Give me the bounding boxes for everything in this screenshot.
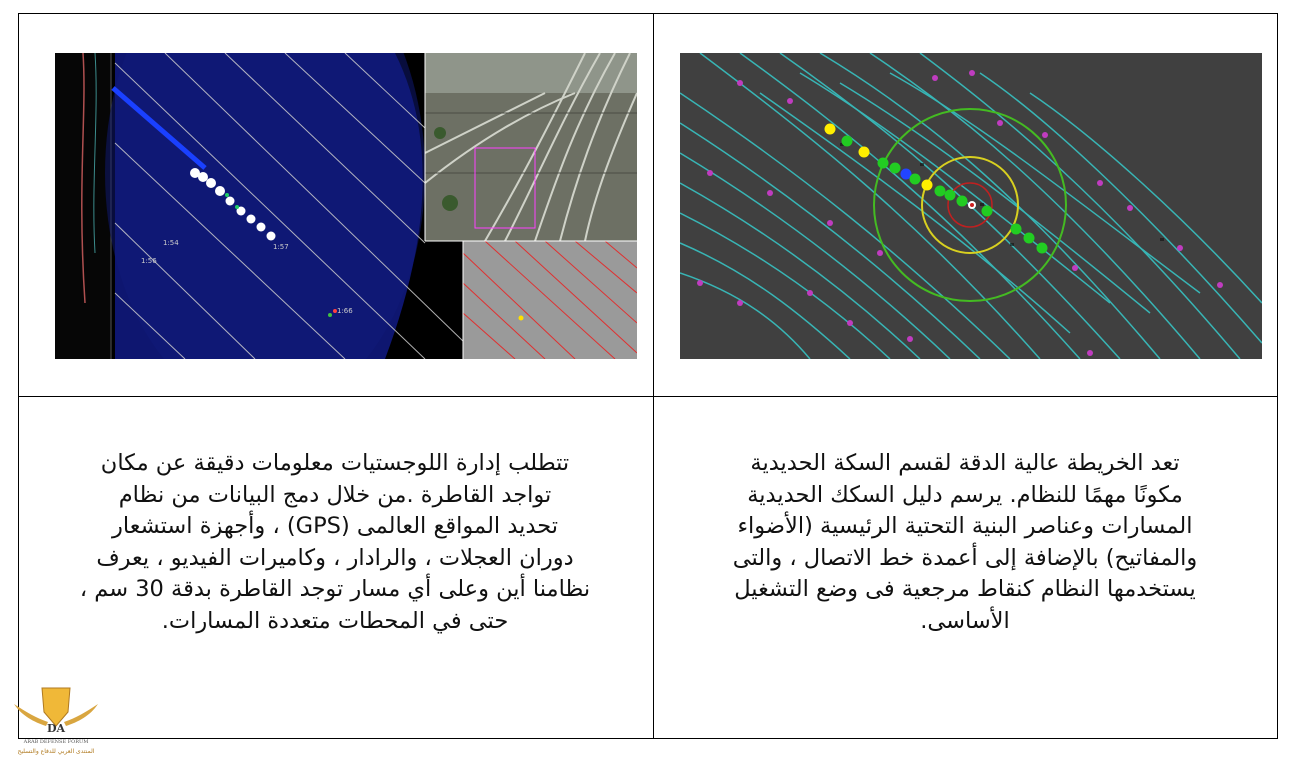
text-line: دوران العجلات ، والرادار ، وكاميرات الفيديو ، يعرف xyxy=(96,544,574,571)
radar-label: 1:56 xyxy=(141,257,157,265)
forum-watermark xyxy=(6,682,106,758)
text-line: نظامنا أين وعلى أي مسار توجد القاطرة بدقة 30 سم ، xyxy=(79,576,591,603)
text-line: المسارات وعناصر البنية التحتية الرئيسية (الأضواء xyxy=(737,513,1193,540)
logo-letters: DA xyxy=(46,722,66,735)
text-line: تواجد القاطرة .من خلال دمج البيانات من نظام xyxy=(118,481,552,508)
logistics-paragraph xyxy=(30,448,640,638)
sensor-fusion-image xyxy=(55,53,637,359)
radar-label: 1:66 xyxy=(337,307,353,315)
row-divider xyxy=(19,396,1277,397)
text-line: مكونًا مهمًا للنظام. يرسم دليل السكك الحديدية xyxy=(747,481,1183,508)
map-paragraph xyxy=(660,448,1270,638)
text-line: تحديد المواقع العالمى (GPS) ، وأجهزة استشعار xyxy=(112,513,558,540)
column-divider xyxy=(653,14,654,738)
radar-label: 1:57 xyxy=(273,243,289,251)
logo-line2: المنتدى العربي للدفاع والتسليح xyxy=(17,748,95,755)
text-line: يستخدمها النظام كنقاط مرجعية فى وضع التشغيل xyxy=(734,576,1196,603)
radar-label: 1:54 xyxy=(163,239,179,247)
logo-line1: ARAB DEFENSE FORUM xyxy=(23,739,89,745)
text-line: حتى في المحطات متعددة المسارات. xyxy=(161,607,509,634)
text-line: الأساسى. xyxy=(920,607,1010,634)
rail-map-image xyxy=(680,53,1262,359)
text-line: تعد الخريطة عالية الدقة لقسم السكة الحديدية xyxy=(750,450,1180,476)
text-line: تتطلب إدارة اللوجستيات معلومات دقيقة عن مكان xyxy=(100,450,570,476)
text-line: والمفاتيح) بالإضافة إلى أعمدة خط الاتصال ، والتى xyxy=(732,544,1198,571)
